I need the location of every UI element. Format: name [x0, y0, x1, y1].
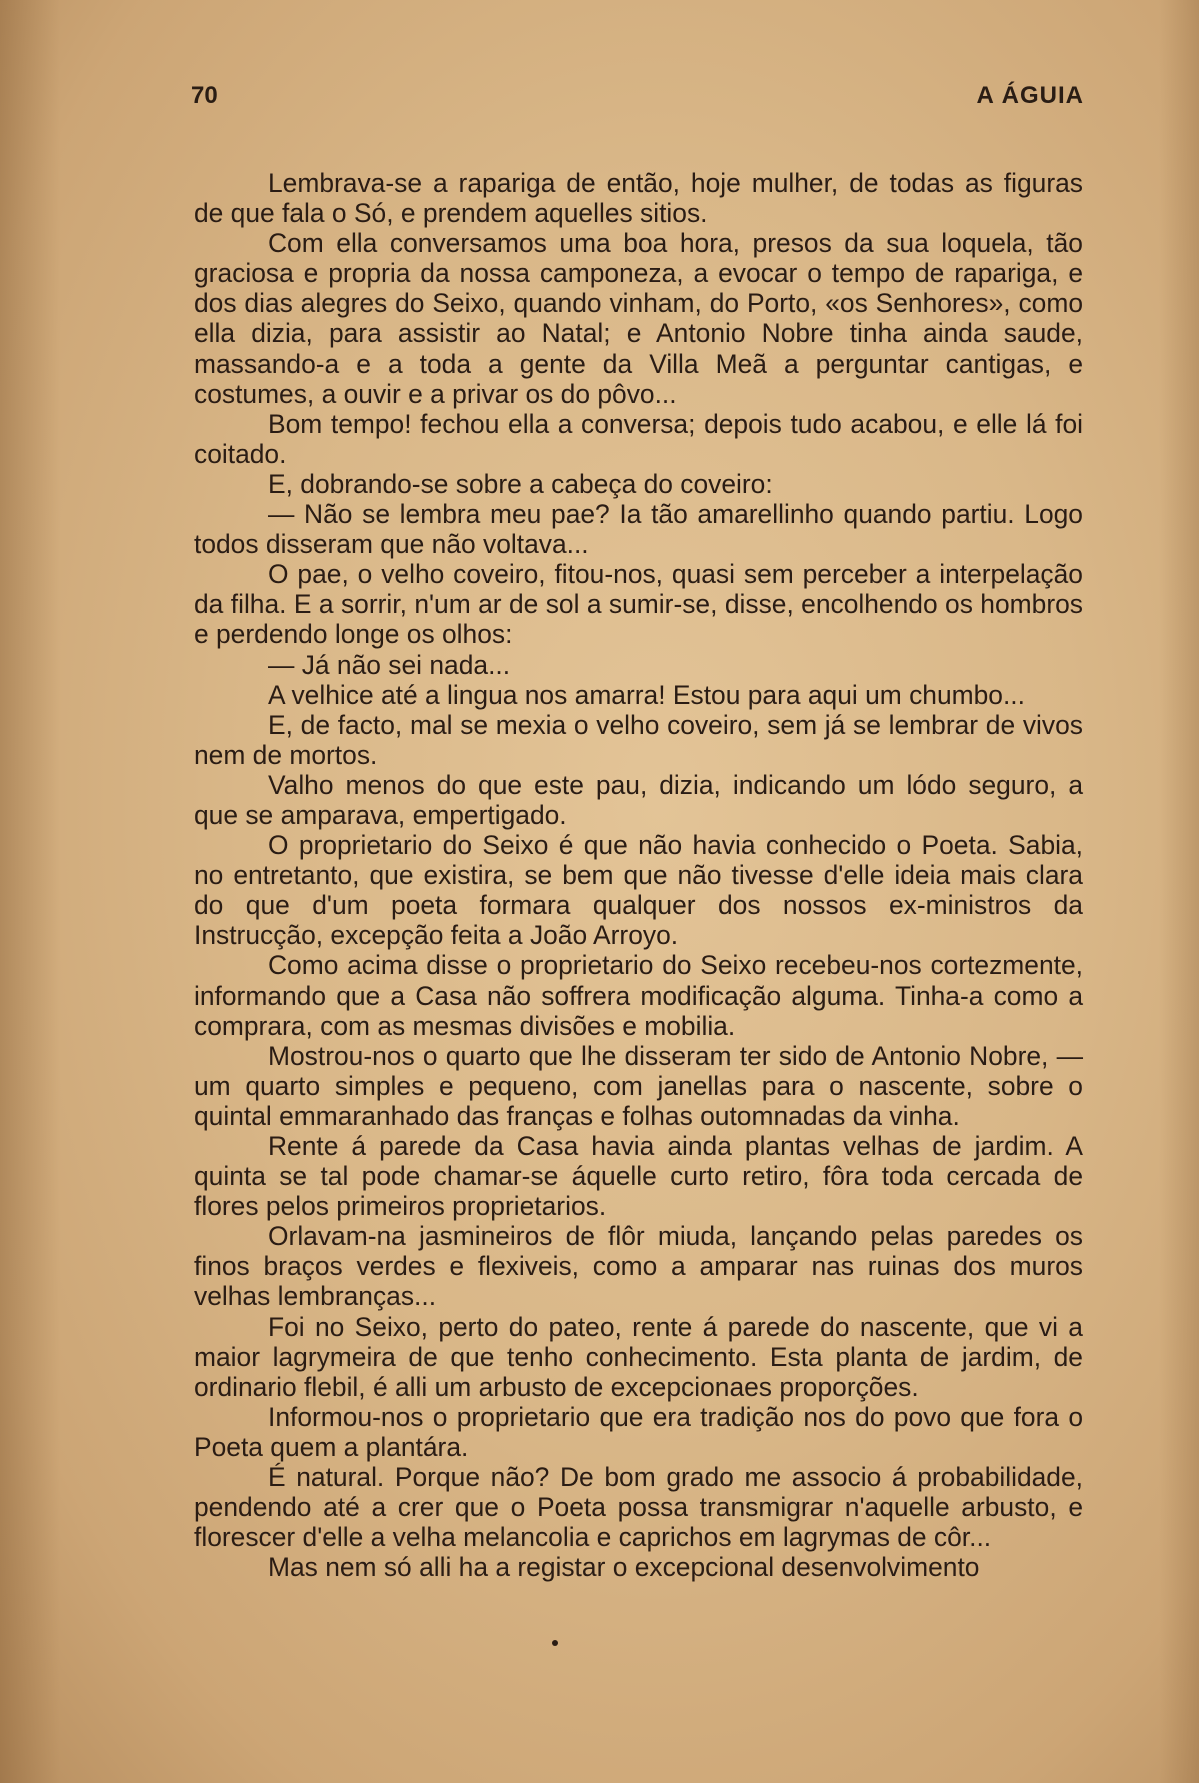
paragraph: Mostrou-nos o quarto que lhe disseram ter sido de Antonio Nobre, — um quarto simples e pequeno, com janellas para o nascente, sobre o quintal emmaranhado das franças e folhas outomnadas da vinha. — [194, 1040, 1083, 1131]
signature-mark — [552, 1640, 558, 1646]
paragraph: Bom tempo! fechou ella a conversa; depois tudo acabou, e elle lá foi coitado. — [194, 408, 1083, 469]
paragraph: — Já não sei nada... — [268, 649, 511, 680]
body-text — [194, 168, 1083, 1582]
paragraph: Lembrava-se a rapariga de então, hoje mulher, de todas as figuras de que fala o Só, e prendem aquelles sitios. — [194, 168, 1083, 229]
paragraph: O pae, o velho coveiro, fitou-nos, quasi sem perceber a interpelação da filha. E a sorrir, n'um ar de sol a sumir-se, disse, encolhendo os hombros e perdendo longe os olhos: — [194, 559, 1083, 650]
paragraph: O proprietario do Seixo é que não havia conhecido o Poeta. Sabia, no entretanto, que existira, se bem que não tivesse d'elle ideia mais clara do que d'um poeta formara qualquer dos nossos ex-ministros da Instrucção, excepção feita a João Arroyo. — [194, 830, 1083, 951]
paragraph: A velhice até a lingua nos amarra! Estou para aqui um chumbo... — [268, 679, 1025, 710]
page-number: 70 — [191, 82, 218, 109]
paragraph: Foi no Seixo, perto do pateo, rente á parede do nascente, que vi a maior lagrymeira de que tenho conhecimento. Esta planta de jardim, de ordinario flebil, é alli um arbusto de excepcionaes proporções. — [194, 1311, 1083, 1402]
paragraph: Valho menos do que este pau, dizia, indicando um lódo seguro, a que se amparava, empertigado. — [194, 769, 1083, 830]
page-header — [191, 82, 1084, 112]
paragraph: — Não se lembra meu pae? Ia tão amarellinho quando partiu. Logo todos disseram que não voltava... — [194, 499, 1083, 560]
paragraph: Com ella conversamos uma boa hora, presos da sua loquela, tão graciosa e propria da nossa camponeza, a evocar o tempo de rapariga, e dos dias alegres do Seixo, quando vinham, do Porto, «os Senhores», como ella dizia, para assistir ao Natal; e Antonio Nobre tinha ainda saude, massando-a e a toda a gente da Villa Meã a perguntar cantigas, e costumes, a ouvir e a privar os do pôvo... — [194, 228, 1083, 409]
paragraph: E, de facto, mal se mexia o velho coveiro, sem já se lembrar de vivos nem de mortos. — [194, 709, 1083, 770]
paragraph: Informou-nos o proprietario que era tradição nos do povo que fora o Poeta quem a plantára. — [194, 1401, 1083, 1462]
running-title: A ÁGUIA — [976, 82, 1084, 109]
paragraph: E, dobrando-se sobre a cabeça do coveiro: — [268, 468, 773, 499]
paragraph: Orlavam-na jasmineiros de flôr miuda, lançando pelas paredes os finos braços verdes e flexiveis, como a amparar nas ruinas dos muros velhas lembranças... — [194, 1221, 1083, 1312]
paragraph: É natural. Porque não? De bom grado me associo á probabilidade, pendendo até a crer que o Poeta possa transmigrar n'aquelle arbusto, e florescer d'elle a velha melancolia e caprichos em lagrymas de côr... — [194, 1462, 1083, 1553]
paragraph: Como acima disse o proprietario do Seixo recebeu-nos cortezmente, informando que a Casa não soffrera modificação alguma. Tinha-a como a comprara, com as mesmas divisões e mobilia. — [194, 950, 1083, 1041]
paragraph: Rente á parede da Casa havia ainda plantas velhas de jardim. A quinta se tal pode chamar-se áquelle curto retiro, fôra toda cercada de flores pelos primeiros proprietarios. — [194, 1131, 1083, 1222]
paragraph: Mas nem só alli ha a registar o excepcional desenvolvimento — [268, 1552, 980, 1583]
